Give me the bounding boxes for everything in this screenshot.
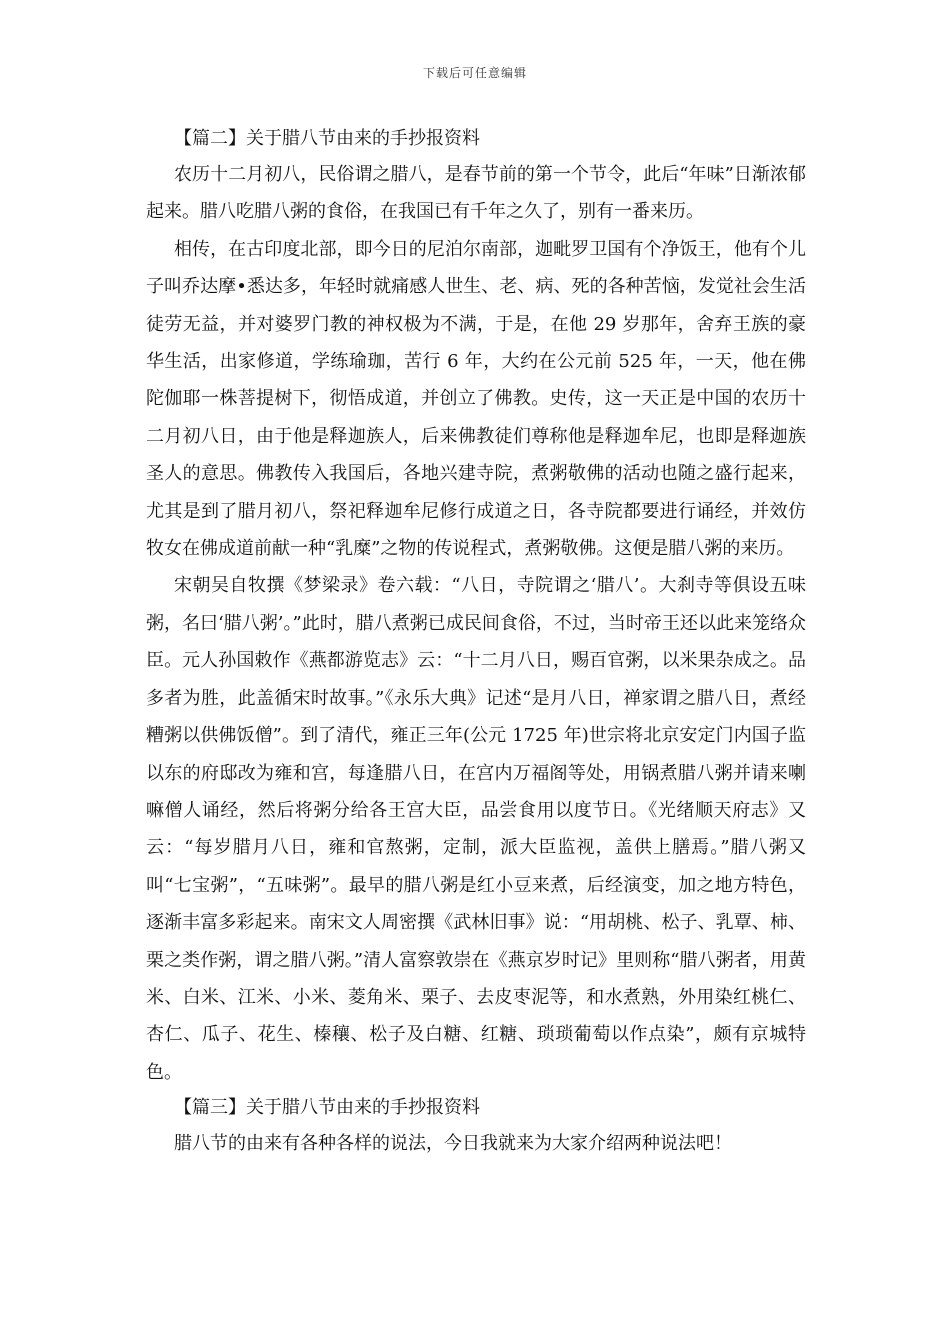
section-2-paragraph-2: 相传，在古印度北部，即今日的尼泊尔南部，迦毗罗卫国有个净饭王，他有个儿子叫乔达摩•悉达多，年轻时就痛感人世生、老、病、死的各种苦恼，发觉社会生活徒劳无益，并对婆罗门教的神权极为不满，于是，在他 29 岁那年，舍弃王族的豪华生活，出家修道，学练瑜珈，苦行 6 年，大约在公元前 525 年，一天，他在佛陀伽耶一株菩提树下，彻悟成道，并创立了佛教。史传，这一天正是中国的农历十二月初八日，由于他是释迦族人，后来佛教徒们尊称他是释迦牟尼，也即是释迦族圣人的意思。佛教传入我国后，各地兴建寺院，煮粥敬佛的活动也随之盛行起来，尤其是到了腊月初八，祭祀释迦牟尼修行成道之日，各寺院都要进行诵经，并效仿牧女在佛成道前献一种“乳糜”之物的传说程式，煮粥敬佛。这便是腊八粥的来历。 bbox=[146, 238, 806, 560]
section-2-paragraph-1: 农历十二月初八，民俗谓之腊八，是春节前的第一个节令，此后“年味”日渐浓郁起来。腊八吃腊八粥的食俗，在我国已有千年之久了，别有一番来历。 bbox=[146, 164, 806, 223]
page-header-note: 下载后可任意编辑 bbox=[422, 66, 527, 80]
section-2-title: 【篇二】关于腊八节由来的手抄报资料 bbox=[174, 128, 480, 149]
section-2-paragraph-3: 宋朝吴自牧撰《梦梁录》卷六载：“八日，寺院谓之‘腊八’。大刹寺等俱设五味粥，名曰‘腊八粥’。”此时，腊八煮粥已成民间食俗，不过，当时帝王还以此来笼络众臣。元人孙国敕作《燕都游览志》云：“十二月八日，赐百官粥，以米果杂成之。品多者为胜，此盖循宋时故事。”《永乐大典》记述“是月八日，禅家谓之腊八日，煮经糟粥以供佛饭僧”。到了清代，雍正三年(公元 1725 年)世宗将北京安定门内国子监以东的府邸改为雍和宫，每逢腊八日，在宫内万福阁等处，用锅煮腊八粥并请来喇嘛僧人诵经，然后将粥分给各王宫大臣，品尝食用以度节日。《光绪顺天府志》又云：“每岁腊月八日，雍和官熬粥，定制，派大臣监视，盖供上膳焉。”腊八粥又叫“七宝粥”，“五味粥”。最早的腊八粥是红小豆来煮，后经演变，加之地方特色，逐渐丰富多彩起来。南宋文人周密撰《武林旧事》说：“用胡桃、松子、乳覃、柿、栗之类作粥，谓之腊八粥。”清人富察敦崇在《燕京岁时记》里则称“腊八粥者，用黄米、白米、江米、小米、菱角米、栗子、去皮枣泥等，和水煮熟，外用染红桃仁、杏仁、瓜子、花生、榛穰、松子及白糖、红糖、琐琐葡萄以作点染”，颇有京城特色。 bbox=[146, 575, 806, 1083]
section-3-paragraph-1: 腊八节的由来有各种各样的说法，今日我就来为大家介绍两种说法吧！ bbox=[174, 1133, 732, 1155]
section-3-title: 【篇三】关于腊八节由来的手抄报资料 bbox=[174, 1097, 480, 1119]
document-body bbox=[146, 122, 806, 1163]
